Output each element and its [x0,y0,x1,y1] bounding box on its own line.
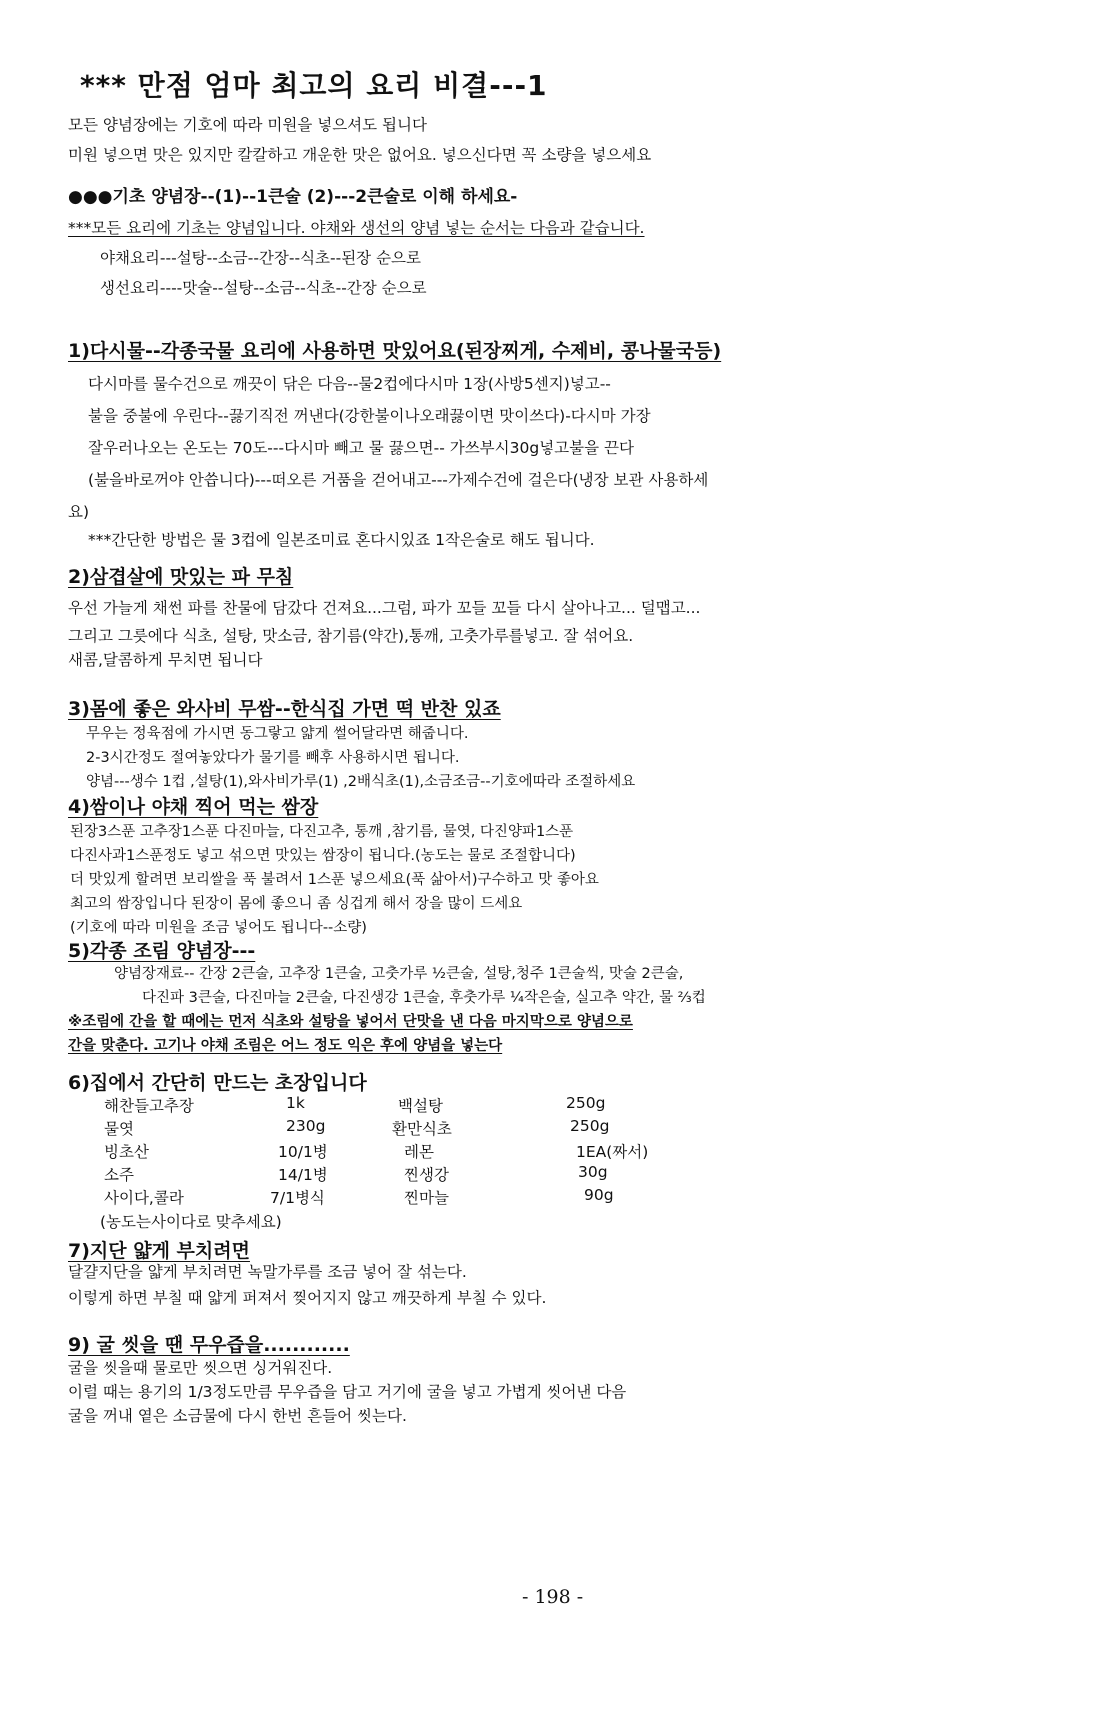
section-3-heading: 3)몸에 좋은 와사비 무쌈--한식집 가면 떡 반찬 있죠 [68,698,501,720]
section-4-line: 더 맛있게 할려면 보리쌀을 푹 불려서 1스푼 넣으세요(푹 삶아서)구수하고 맛 좋아요 [70,872,599,888]
table-cell: 10/1병 [278,1143,328,1161]
section-6-heading: 6)집에서 간단히 만드는 초장입니다 [68,1072,367,1094]
section-1-line: 요) [68,503,90,521]
section-7-line: 달걀지단을 얇게 부치려면 녹말가루를 조금 넣어 잘 섞는다. [68,1263,467,1281]
page-title: *** 만점 엄마 최고의 요리 비결---1 [80,69,548,102]
basics-fish-order: 생선요리----맛술--설탕--소금--식초--간장 순으로 [100,279,427,297]
section-4-line: 된장3스푼 고추장1스푼 다진마늘, 다진고추, 통깨 ,참기름, 물엿, 다진양파1스푼 [70,824,574,840]
section-1-line: 다시마를 물수건으로 깨끗이 닦은 다음--물2컵에다시마 1장(사방5센지)넣고-- [88,375,611,393]
section-5-line: 양념장재료-- 간장 2큰술, 고추장 1큰술, 고춧가루 ½큰술, 설탕,청주 1큰술씩, 맛술 2큰술, [114,966,684,982]
table-cell: 30g [578,1163,608,1181]
basics-line: ●●●기초 양념장--(1)--1큰술 (2)---2큰술로 이해 하세요- [68,187,518,207]
table-cell: 물엿 [104,1120,134,1138]
section-1-line: 잘우러나오는 온도는 70도---다시마 빼고 물 끓으면-- 가쓰부시30g넣고불을 끈다 [88,439,634,457]
section-1-heading: 1)다시물--각종국물 요리에 사용하면 맛있어요(된장찌게, 수제비, 콩나물국등) [68,340,722,362]
section-7-line: 이렇게 하면 부칠 때 얇게 퍼져서 찢어지지 않고 깨끗하게 부칠 수 있다. [68,1289,547,1307]
table-cell: 230g [286,1117,326,1135]
section-2-heading: 2)삼겹살에 맛있는 파 무침 [68,566,294,588]
section-3-line: 무우는 정육점에 가시면 동그랗고 얇게 썰어달라면 해줍니다. [86,726,469,742]
section-5-note-line: ※조림에 간을 할 때에는 먼저 식초와 설탕을 넣어서 단맛을 낸 다음 마지막으로 양념으로 [68,1014,633,1030]
section-1-line: 불을 중불에 우린다--끓기직전 꺼낸다(강한불이나오래끓이면 맛이쓰다)-다시마 가장 [88,407,651,425]
section-1-line: (불을바로꺼야 안씁니다)---떠오른 거품을 걷어내고---가제수건에 걸은다(냉장 보관 사용하세 [88,471,709,489]
section-2-line: 그리고 그릇에다 식초, 설탕, 맛소금, 참기름(약간),통깨, 고춧가루를넣고. 잘 섞어요. [68,627,634,645]
table-cell: 찐마늘 [404,1189,449,1207]
section-4-line: 다진사과1스푼정도 넣고 섞으면 맛있는 쌈장이 됩니다.(농도는 물로 조절합니다) [70,848,576,864]
table-cell: 250g [566,1094,606,1112]
section-6-note: (농도는사이다로 맞추세요) [100,1213,282,1231]
intro-line-2: 미원 넣으면 맛은 있지만 칼칼하고 개운한 맛은 없어요. 넣으신다면 꼭 소량을 넣으세요 [68,146,652,164]
section-3-line: 2-3시간정도 절여놓았다가 물기를 빼후 사용하시면 됩니다. [86,750,460,766]
section-7-heading: 7)지단 얇게 부치려면 [68,1240,250,1262]
table-cell: 90g [584,1186,614,1204]
table-cell: 해찬들고추장 [104,1097,194,1115]
table-cell: 빙초산 [104,1143,149,1161]
section-5-note-line: 간을 맞춘다. 고기나 야채 조림은 어느 정도 익은 후에 양념을 넣는다 [68,1038,503,1054]
table-cell: 레몬 [404,1143,434,1161]
table-cell: 환만식초 [392,1120,452,1138]
section-4-heading: 4)쌈이나 야채 찍어 먹는 쌈장 [68,796,319,818]
page-number: - 198 - [522,1586,584,1608]
table-cell: 7/1병식 [270,1189,325,1207]
table-cell: 1EA(짜서) [576,1143,649,1161]
section-1-tip: ***간단한 방법은 물 3컵에 일본조미료 혼다시있죠 1작은술로 해도 됩니다. [88,531,595,549]
section-9-line: 굴을 꺼내 옅은 소금물에 다시 한번 흔들어 씻는다. [68,1407,407,1425]
section-5-line: 다진파 3큰술, 다진마늘 2큰술, 다진생강 1큰술, 후춧가루 ¼작은술, 실고추 약간, 물 ⅔컵 [142,990,706,1006]
section-9-line: 이럴 때는 용기의 1/3정도만큼 무우즙을 담고 거기에 굴을 넣고 가볍게 씻어낸 다음 [68,1383,627,1401]
section-4-line: (기호에 따라 미원을 조금 넣어도 됩니다--소량) [70,920,367,936]
section-4-line: 최고의 쌈장입니다 된장이 몸에 좋으니 좀 싱겁게 해서 장을 많이 드세요 [70,896,523,912]
intro-line-1: 모든 양념장에는 기호에 따라 미원을 넣으셔도 됩니다 [68,116,427,134]
section-2-line: 새콤,달콤하게 무치면 됩니다 [68,651,263,669]
table-cell: 사이다,콜라 [104,1189,184,1207]
table-cell: 소주 [104,1166,134,1184]
section-9-line: 굴을 씻을때 물로만 씻으면 싱거워진다. [68,1359,333,1377]
section-9-heading: 9) 굴 씻을 땐 무우즙을............ [68,1334,350,1356]
basics-veg-order: 야채요리---설탕--소금--간장--식초--된장 순으로 [100,249,421,267]
section-5-heading: 5)각종 조림 양념장--- [68,940,256,962]
section-2-line: 우선 가늘게 채썬 파를 찬물에 담갔다 건져요...그럼, 파가 꼬들 꼬들 다시 살아나고... 덜맵고... [68,599,701,617]
table-cell: 찐생강 [404,1166,449,1184]
table-cell: 14/1병 [278,1166,328,1184]
table-cell: 1k [286,1094,305,1112]
section-3-line: 양념---생수 1컵 ,설탕(1),와사비가루(1) ,2배식초(1),소금조금--기호에따라 조절하세요 [86,774,636,790]
table-cell: 백설탕 [398,1097,443,1115]
basics-order-title: ***모든 요리에 기초는 양념입니다. 야채와 생선의 양념 넣는 순서는 다음과 같습니다. [68,219,645,237]
table-cell: 250g [570,1117,610,1135]
